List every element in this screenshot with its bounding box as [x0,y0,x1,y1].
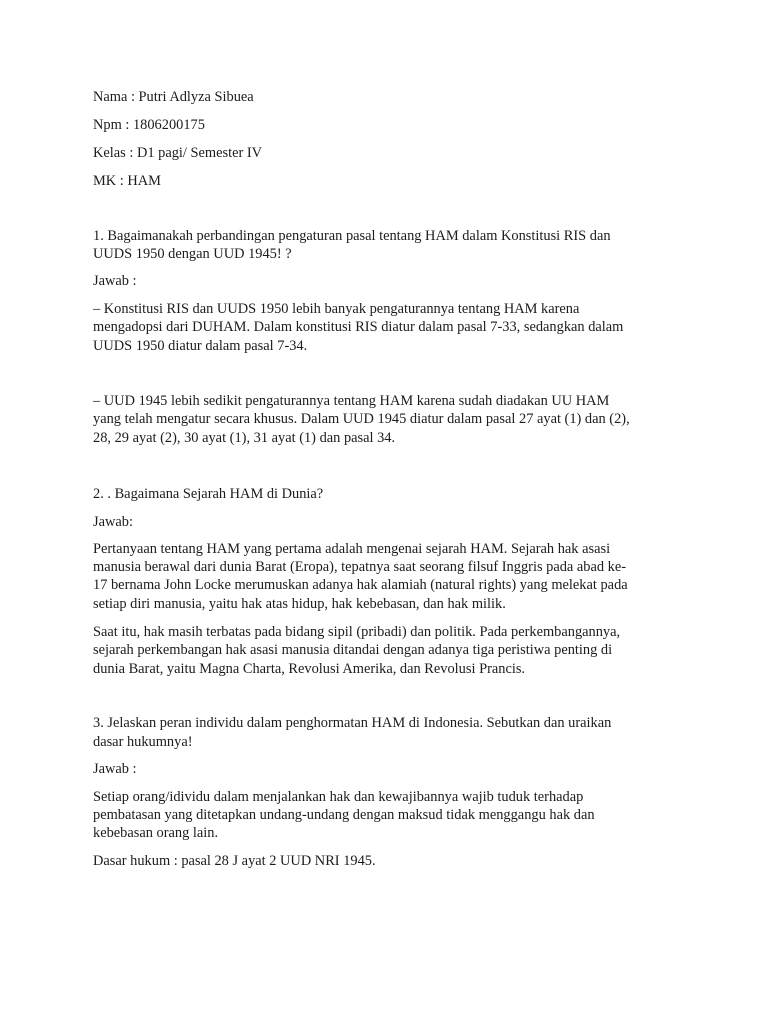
question-3-line: 3. Jelaskan peran individu dalam penghormatan HAM di Indonesia. Sebutkan dan uraikan [93,715,612,731]
answer-2-para-2-line: sejarah perkembangan hak asasi manusia ditandai dengan adanya tiga peristiwa penting di [93,642,613,658]
question-1-line: 1. Bagaimanakah perbandingan pengaturan pasal tentang HAM dalam Konstitusi RIS dan [93,228,611,244]
answer-1-para-1-line: mengadopsi dari DUHAM. Dalam konstitusi RIS diatur dalam pasal 7-33, sedangkan dalam [93,319,624,335]
answer-2-para-2-line: dunia Barat, yaitu Magna Charta, Revolusi Amerika, dan Revolusi Prancis. [93,661,526,677]
legal-basis: Dasar hukum : pasal 28 J ayat 2 UUD NRI 1945. [93,853,376,869]
answer-1-para-1-line: – Konstitusi RIS dan UUDS 1950 lebih banyak pengaturannya tentang HAM karena [93,301,580,317]
answer-3-label: Jawab : [93,761,137,777]
student-npm: Npm : 1806200175 [93,117,205,133]
answer-1-label: Jawab : [93,273,137,289]
answer-1-para-1-line: UUDS 1950 diatur dalam pasal 7-34. [93,338,308,354]
answer-2-para-1-line: 17 bernama John Locke merumuskan adanya hak alamiah (natural rights) yang melekat pada [93,577,628,593]
answer-2-para-1-line: setiap diri manusia, yaitu hak atas hidup, hak kebebasan, dan hak milik. [93,596,506,612]
answer-1-para-2-line: – UUD 1945 lebih sedikit pengaturannya tentang HAM karena sudah diadakan UU HAM [93,393,610,409]
question-3-line: dasar hukumnya! [93,734,193,750]
answer-1-para-2-line: 28, 29 ayat (2), 30 ayat (1), 31 ayat (1) dan pasal 34. [93,430,396,446]
answer-3-para-1-line: pembatasan yang ditetapkan undang-undang dengan maksud tidak menggangu hak dan [93,807,595,823]
answer-3-para-1-line: Setiap orang/idividu dalam menjalankan hak dan kewajibannya wajib tuduk terhadap [93,789,584,805]
question-1-line: UUDS 1950 dengan UUD 1945! ? [93,246,292,262]
answer-2-para-2-line: Saat itu, hak masih terbatas pada bidang sipil (pribadi) dan politik. Pada perkembangannya, [93,624,621,640]
answer-2-para-1-line: manusia berawal dari dunia Barat (Eropa), tepatnya saat seorang filsuf Inggris pada abad ke- [93,559,627,575]
student-name: Nama : Putri Adlyza Sibuea [93,89,254,105]
answer-2-para-1-line: Pertanyaan tentang HAM yang pertama adalah mengenai sejarah HAM. Sejarah hak asasi [93,541,611,557]
student-class: Kelas : D1 pagi/ Semester IV [93,145,263,161]
answer-2-label: Jawab: [93,514,133,530]
answer-1-para-2-line: yang telah mengatur secara khusus. Dalam UUD 1945 diatur dalam pasal 27 ayat (1) dan (2), [93,411,630,427]
answer-3-para-1-line: kebebasan orang lain. [93,825,219,841]
question-2: 2. . Bagaimana Sejarah HAM di Dunia? [93,486,324,502]
course-name: MK : HAM [93,173,161,189]
